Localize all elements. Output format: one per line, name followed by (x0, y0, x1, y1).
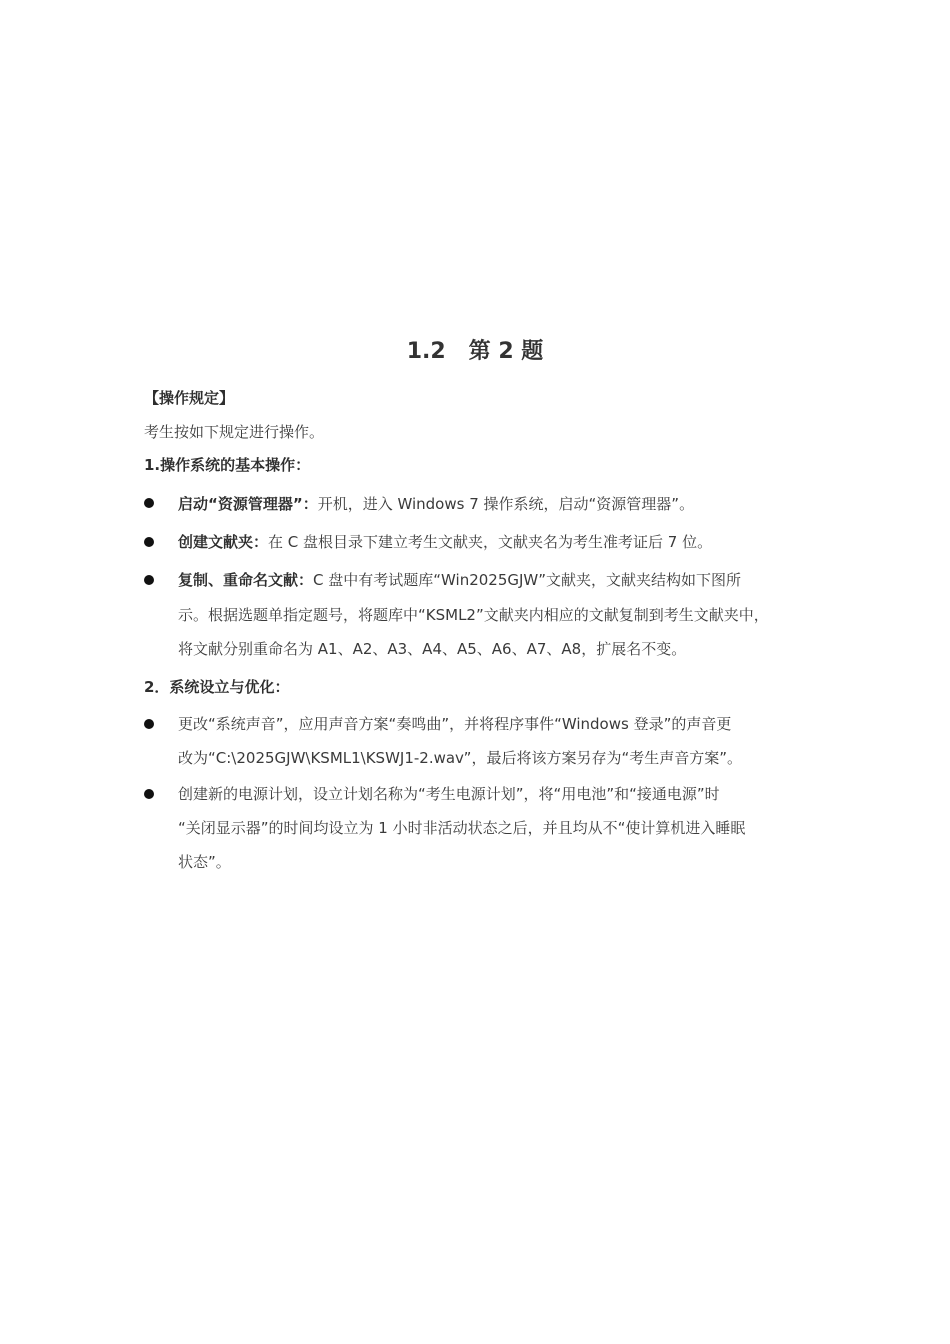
list-item (178, 494, 694, 514)
bullet-icon (144, 789, 154, 799)
rules-heading: 【操作规定】 (144, 389, 235, 407)
bullet-icon (144, 537, 154, 547)
item-text: 在 C 盘根目录下建立考生文献夹，文献夹名为考生准考证后 7 位。 (268, 533, 713, 551)
item-lead: 创建文献夹： (178, 533, 269, 551)
item-text-continued: 改为“C:\2025GJW\KSML1\KSWJ1-2.wav”，最后将该方案另存为“考生声音方案”。 (178, 749, 742, 767)
item-text: 开机，进入 Windows 7 操作系统，启动“资源管理器”。 (317, 495, 695, 513)
part2-heading: 2．系统设立与优化： (144, 678, 290, 696)
item-text: C 盘中有考试题库“Win2025GJW”文献夹，文献夹结构如下图所 (313, 571, 742, 589)
item-lead: 启动“资源管理器”： (178, 495, 318, 513)
item-text-continued: “关闭显示器”的时间均设立为 1 小时非活动状态之后，并且均从不“使计算机进入睡眠 (178, 819, 746, 837)
list-item: 创建新的电源计划，设立计划名称为“考生电源计划”，将“用电池”和“接通电源”时 (178, 785, 720, 803)
item-text-continued: 将文献分别重命名为 A1、A2、A3、A4、A5、A6、A7、A8，扩展名不变。 (178, 640, 687, 658)
item-text-continued: 示。根据选题单指定题号，将题库中“KSML2”文献夹内相应的文献复制到考生文献夹中， (178, 606, 769, 624)
intro-text: 考生按如下规定进行操作。 (144, 423, 325, 441)
part1-heading: 1.操作系统的基本操作： (144, 456, 311, 474)
bullet-icon (144, 575, 154, 585)
item-text-continued: 状态”。 (178, 853, 231, 871)
bullet-icon (144, 498, 154, 508)
item-lead: 复制、重命名文献： (178, 571, 314, 589)
list-item (178, 532, 712, 552)
list-item (178, 570, 741, 590)
section-title: 1.2 第 2 题 (406, 339, 544, 364)
list-item: 更改“系统声音”，应用声音方案“奏鸣曲”，并将程序事件“Windows 登录”的声音更 (178, 715, 732, 733)
bullet-icon (144, 719, 154, 729)
